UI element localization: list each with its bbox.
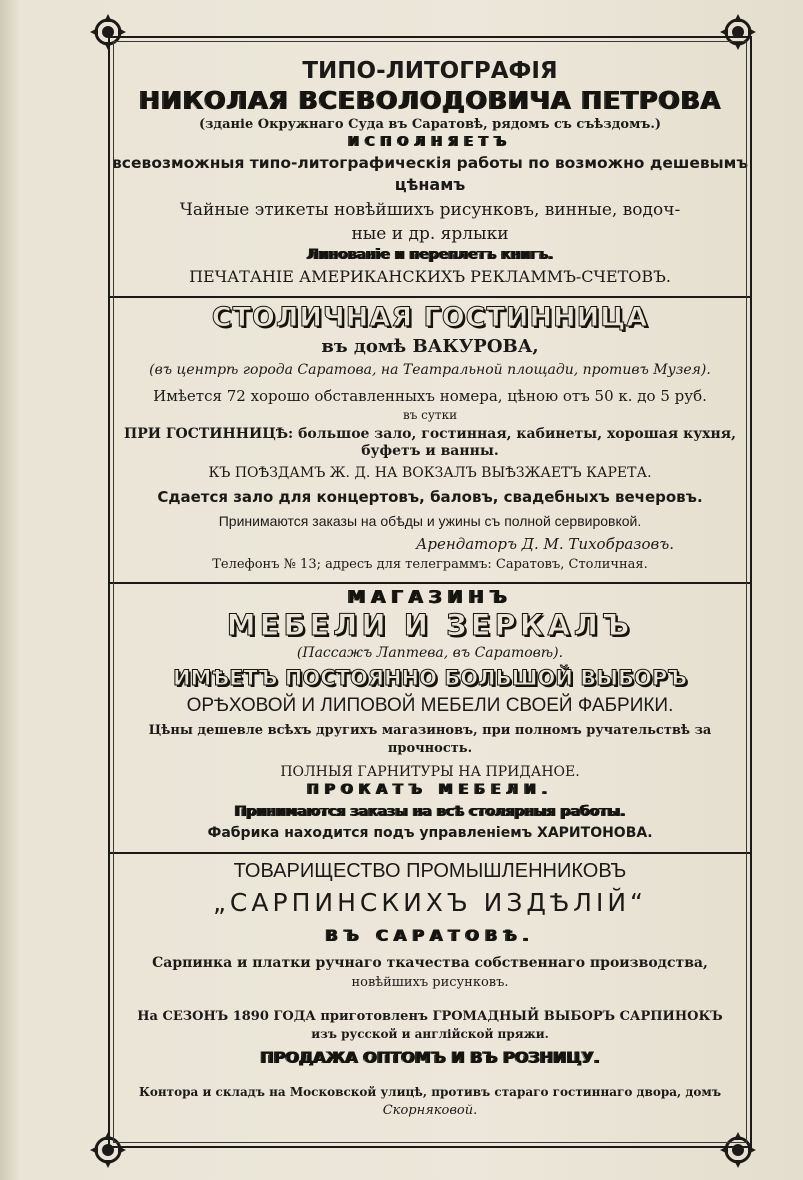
hotel-rooms-line1: Имѣется 72 хорошо обставленныхъ номера, цѣною отъ 50 к. до 5 руб. (153, 387, 707, 405)
petrov-labels-line1: Чайные этикеты новѣйшихъ рисунковъ, винные, водоч- (179, 200, 681, 220)
furniture-rental: ПРОКАТЪ МЕБЕЛИ. (306, 782, 554, 798)
sarpinka-desc-line2: новѣйшихъ рисунковъ. (351, 975, 509, 990)
hotel-rooms-line2: въ сутки (402, 408, 458, 422)
hotel-amenities-line2: буфетъ и ванны. (361, 443, 499, 459)
sarpinka-sale: ПРОДАЖА ОПТОМЪ И ВЪ РОЗНИЦУ. (260, 1048, 600, 1067)
sarpinka-office-line2: Скорняковой. (382, 1103, 478, 1118)
hotel-hall: Сдается зало для концертовъ, баловъ, свадебныхъ вечеровъ. (157, 488, 703, 506)
furniture-kinds: ОРѢХОВОЙ И ЛИПОВОЙ МЕБЕЛИ СВОЕЙ ФАБРИКИ. (186, 695, 674, 716)
petrov-performs: ИСПОЛНЯЕТЪ (348, 135, 512, 150)
hotel-tenant: Арендаторъ Д. М. Тихобразовъ. (416, 535, 674, 553)
sarpinka-title: „САРПИНСКИХЪ ИЗДѢЛІЙ“ (212, 888, 648, 917)
petrov-works-line2: цѣнамъ (394, 175, 466, 194)
petrov-title: ТИПО-ЛИТОГРАФІЯ (302, 58, 558, 84)
petrov-address: (зданіе Окружнаго Суда въ Саратовѣ, рядомъ съ съѣздомъ.) (198, 117, 662, 132)
petrov-works-line1: всевозможныя типо-литографическія работы по возможно дешевымъ (112, 154, 748, 172)
furniture-choice: ИМѢЕТЪ ПОСТОЯННО БОЛЬШОЙ ВЫБОРЪ (172, 666, 688, 690)
advertisement-frame (108, 36, 752, 1148)
furniture-factory: Фабрика находится подъ управленіемъ ХАРИТОНОВА. (207, 825, 653, 841)
sarpinka-company: ТОВАРИЩЕСТВО ПРОМЫШЛЕННИКОВЪ (233, 860, 627, 882)
furniture-carpentry: Принимаются заказы на всѣ столярныя работы. (234, 804, 626, 820)
furniture-prices-line1: Цѣны дешевле всѣхъ другихъ магазиновъ, при полномъ ручательствѣ за (148, 723, 712, 738)
hotel-amenities-line1: ПРИ ГОСТИННИЦѢ: большое зало, гостинная, кабинеты, хорошая кухня, (124, 426, 736, 442)
sarpinka-desc-line1: Сарпинка и платки ручнаго ткачества собственнаго производства, (152, 955, 708, 971)
section-divider (110, 852, 750, 854)
hotel-phone: Телефонъ № 13; адресъ для телеграммъ: Саратовъ, Столичная. (212, 557, 648, 572)
section-divider (110, 296, 750, 298)
petrov-owner: НИКОЛАЯ ВСЕВОЛОДОВИЧА ПЕТРОВА (138, 86, 722, 115)
sarpinka-office-line1: Контора и складъ на Московской улицѣ, противъ стараго гостиннаго двора, домъ (138, 1085, 722, 1099)
hotel-title: СТОЛИЧНАЯ ГОСТИННИЦА (211, 302, 649, 333)
furniture-store: МАГАЗИНЪ (347, 587, 513, 608)
furniture-passage: (Пассажъ Лаптева, въ Саратовѣ). (296, 645, 564, 661)
sarpinka-city: ВЪ САРАТОВѢ. (325, 926, 535, 945)
sarpinka-season-line2: изъ русской и англійской пряжи. (311, 1027, 549, 1041)
furniture-prices-line2: прочность. (387, 741, 473, 756)
petrov-labels-line2: ные и др. ярлыки (351, 224, 509, 244)
sarpinka-season-line1: На СЕЗОНЪ 1890 ГОДА приготовленъ ГРОМАДНЫЙ ВЫБОРЪ САРПИНОКЪ (137, 1009, 723, 1024)
hotel-house: въ домѣ ВАКУРОВА, (321, 336, 539, 357)
hotel-orders: Принимаются заказы на обѣды и ужины съ полной сервировкой. (218, 513, 642, 529)
petrov-printing: ПЕЧАТАНІЕ АМЕРИКАНСКИХЪ РЕКЛАММЪ-СЧЕТОВЪ. (189, 267, 671, 286)
furniture-title: МЕБЕЛИ И ЗЕРКАЛЪ (226, 608, 634, 642)
petrov-binding: Линованіе и переплетъ книгъ. (306, 247, 554, 263)
section-divider (110, 582, 750, 584)
furniture-sets: ПОЛНЫЯ ГАРНИТУРЫ НА ПРИДАНОЕ. (280, 764, 580, 780)
hotel-carriage: КЪ ПОѢЗДАМЪ Ж. Д. НА ВОКЗАЛЪ ВЫѢЗЖАЕТЪ КАРЕТА. (208, 465, 652, 481)
hotel-location: (въ центрѣ города Саратова, на Театральной площади, противъ Музея). (149, 362, 711, 378)
